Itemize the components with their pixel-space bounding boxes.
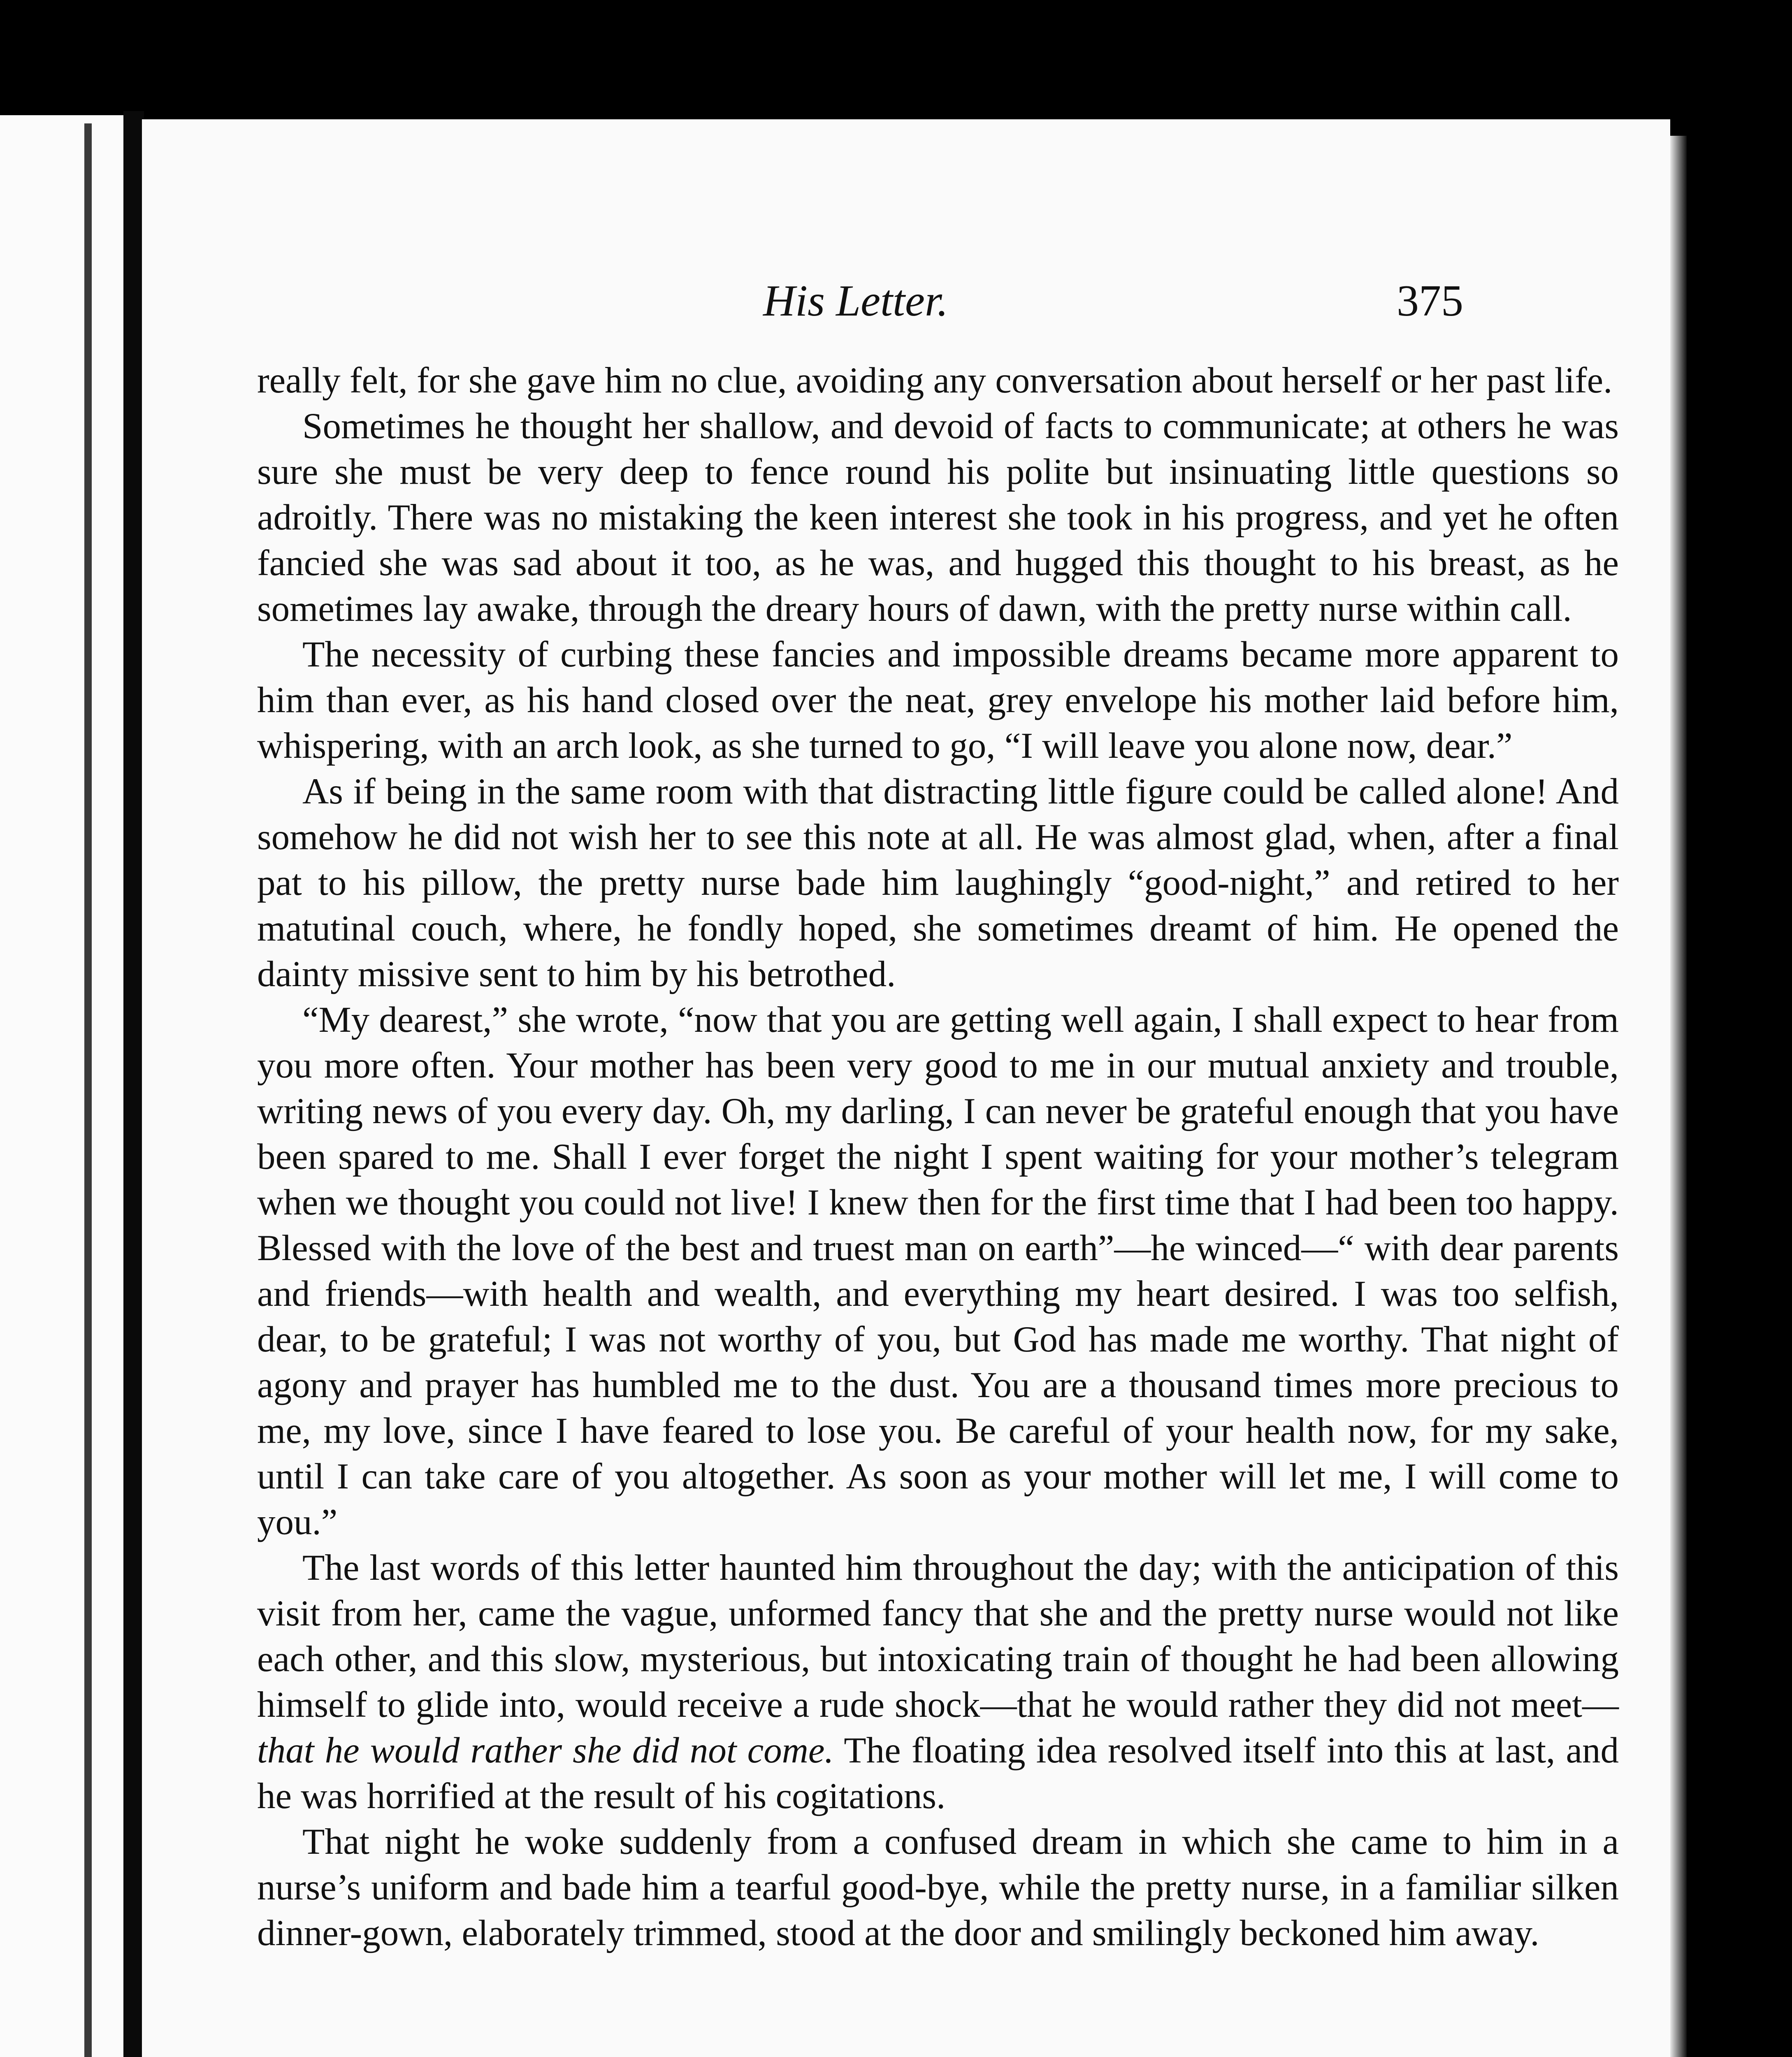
letter-paragraph: “My dearest,” she wrote, “now that you are getting well again, I shall expect to hear from you more often. Your mother has been very good to me in our mutual anxiety and trouble, writing news of you every day. Oh, my darling, I can never be grateful enough that you have been spared to me. Shall I ever forget the night I spent waiting for your mother’s telegram when we thought you could not live! I knew then for the first time that I had been too happy. Blessed with the love of the best and truest man on earth”—he winced—“ with dear parents and friends—with health and wealth, and everything my heart desired. I was too selfish, dear, to be grateful; I was not worthy of you, but God has made me worthy. That night of agony and prayer has humbled me to the dust. You are a thousand times more precious to me, my love, since I have feared to lose you. Be careful of your health now, for my sake, until I can take care of you altogether. As soon as your mother will let me, I will come to you.”: [257, 1000, 1619, 1542]
paragraph-text: The floating idea resolved itself into this at last, and he was horrified at the result of his cogitations.: [257, 1730, 1619, 1816]
paragraph: [257, 1545, 1619, 1819]
book-page: [142, 119, 1670, 2057]
previous-page-edge: [0, 115, 123, 2057]
paragraph: Sometimes he thought her shallow, and devoid of facts to communicate; at others he was sure she must be very deep to fence round his polite but insinuating little questions so adroitly. There was no mistaking the keen interest she took in his progress, and yet he often fancied she was sad about it too, as he was, and hugged this thought to his breast, as he sometimes lay awake, through the dreary hours of dawn, with the pretty nurse within call.: [257, 406, 1619, 629]
paragraph-text: The last words of this letter haunted him throughout the day; with the anticipation of this visit from her, came the vague, unformed fancy that she and the pretty nurse would not like each other, and this slow, mysterious, but intoxicating train of thought he had been allowing himself to glide into, would receive a rude shock—that he would rather they did not meet—: [257, 1548, 1619, 1725]
italic-phrase: that he would rather she did not come.: [257, 1730, 834, 1771]
page-edge-line: [84, 123, 92, 2057]
book-gutter: [123, 111, 144, 2057]
running-head: His Letter.: [763, 276, 949, 325]
paragraph: The necessity of curbing these fancies and impossible dreams became more apparent to him than ever, as his hand closed over the neat, grey envelope his mother laid before him, whispering, with an arch look, as she turned to go, “I will leave you alone now, dear.”: [257, 634, 1619, 766]
paragraph: really felt, for she gave him no clue, avoiding any conversation about herself or her past life.: [257, 360, 1613, 401]
body-text: [257, 358, 1619, 1956]
page-header: [142, 276, 1670, 358]
paragraph: As if being in the same room with that distracting little figure could be called alone! And somehow he did not wish her to see this note at all. He was almost glad, when, after a final pat to his pillow, the pretty nurse bade him laughingly “good-night,” and retired to her matutinal couch, where, he fondly hoped, she sometimes dreamt of him. He opened the dainty missive sent to him by his betrothed.: [257, 771, 1619, 994]
page-number: 375: [1397, 276, 1463, 325]
page-right-shadow: [1670, 136, 1687, 2057]
paragraph: That night he woke suddenly from a confused dream in which she came to him in a nurse’s uniform and bade him a tearful good-bye, while the pretty nurse, in a familiar silken dinner-gown, elaborately trimmed, stood at the door and smilingly beckoned him away.: [257, 1822, 1619, 1953]
